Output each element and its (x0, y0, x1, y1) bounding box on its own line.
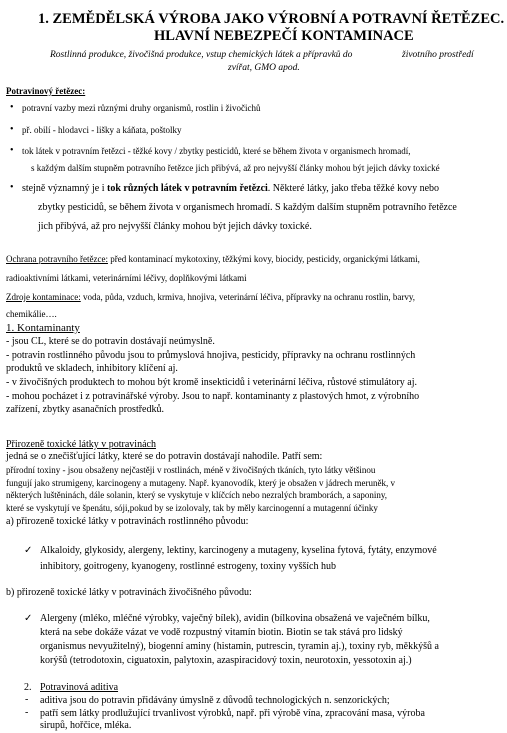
sources-line-1 (6, 293, 415, 302)
contaminants-line-3: produktů ve skladech, inhibitory klíčení aj. (6, 363, 178, 374)
animal-items-line-3: organismus nevyužitelný), biogenní aminy (histamin, putrescin, tyramin aj.), toxiny ryb, měkkýšů a (40, 641, 439, 652)
food-chain-bullet-2: př. obilí - hlodavci - lišky a káňata, poštolky (22, 125, 182, 135)
protection-label: Ochrana potravního řetězce: (6, 254, 108, 264)
subtitle-part-a: Rostlinná produkce, živočišná produkce, vstup chemických látek a přípravků do (50, 50, 353, 60)
protection-line-1 (6, 255, 420, 264)
additives-line-2: patří sem látky prodlužující trvanlivost výrobků, např. při výrobě vína, zpracování masa, výroba (40, 708, 425, 719)
animal-items-line-1: Alergeny (mléko, mléčné výrobky, vaječný bílek), avidin (bílkovina obsažená ve vaječném bílku, (40, 613, 430, 624)
additives-line-1: aditiva jsou do potravin přidávány úmyslně z důvodů technologických n. senzorických; (40, 695, 390, 706)
sources-text-1: voda, půda, vzduch, krmiva, hnojiva, veterinární léčiva, přípravky na ochranu rostlin, barvy, (80, 292, 416, 302)
food-chain-bullet-3-line-2: s každým dalším stupněm potravního řetězce jich přibývá, až pro nejvyšší články mohou být jejich dávky toxické (31, 163, 440, 173)
bullet-4-bold: tok různých látek v potravním řetězci (106, 183, 268, 194)
page-title-line-2: HLAVNÍ NEBEZPEČÍ KONTAMINACE (154, 28, 414, 44)
plant-origin-subheading: a) přirozeně toxické látky v potravinách rostlinného původu: (6, 516, 249, 527)
bullet-icon: • (10, 102, 14, 113)
bullet-icon: • (10, 182, 14, 193)
contaminants-line-6: zařízení, zbytky asanačních prostředků. (6, 404, 164, 415)
natural-toxins-heading: Přirozeně toxické látky v potravinách (6, 439, 156, 450)
additives-heading: Potravinová aditiva (40, 682, 119, 693)
contaminants-line-2: - potravin rostlinného původu jsou to průmyslová hnojiva, pesticidy, přípravky na ochranu rostlinných (6, 350, 416, 361)
check-icon: ✓ (24, 545, 33, 556)
protection-line-2: radioaktivními látkami, veterinárními léčivy, doplňkovými látkami (6, 273, 247, 283)
protection-text-1: před kontaminací mykotoxiny, těžkými kovy, biocidy, pesticidy, organickými látkami, (107, 254, 420, 264)
contaminants-line-5: - mohou pocházet i z potravinářské výroby. Jsou to např. kontaminanty z plastových hmot, z výrobního (6, 391, 420, 402)
natural-toxins-line-1: jedná se o znečišťující látky, které se do potravin dostávají nahodile. Patří sem: (6, 451, 323, 462)
food-chain-bullet-1: potravní vazby mezi různými druhy organismů, rostlin i živočichů (22, 103, 261, 113)
animal-items-line-4: korýšů (tetrodotoxin, ciguatoxin, palytoxin, azaspiracidový toxin, neurotoxin, yessotoxin aj.) (40, 655, 412, 666)
plant-items-line-1: Alkaloidy, glykosidy, alergeny, lektiny, karcinogeny a mutageny, kyselina fytová, fytáty, enzymové (40, 545, 437, 556)
sources-line-2: chemikálie…. (6, 309, 57, 319)
food-chain-bullet-3-line-1: tok látek v potravním řetězci - těžké kovy / zbytky pesticidů, které se během života v organismech hromadí, (22, 146, 411, 156)
subtitle-part-c: zvířat, GMO apod. (228, 63, 300, 73)
food-chain-bullet-4-line-1 (22, 184, 439, 194)
food-chain-heading: Potravinový řetězec: (6, 86, 86, 96)
food-chain-bullet-4-line-3: jich přibývá, až pro nejvyšší články mohou být jejich dávky toxické. (38, 221, 312, 232)
food-chain-bullet-4-line-2: zbytky pesticidů, se během života v organismech hromadí. S každým dalším stupněm potravního řetězce (38, 202, 457, 213)
animal-origin-subheading: b) přirozeně toxické látky v potravinách živočišného původu: (6, 587, 252, 598)
bullet-icon: • (10, 145, 14, 156)
contaminants-line-4: - v živočišných produktech to mohou být kromě insekticidů i veterinární léčiva, růstové stimulátory aj. (6, 377, 418, 388)
natural-toxins-line-4: některých luštěninách, dále solanin, který se vyskytuje v klíčcích nebo nezralých bramborách, a saponiny, (6, 490, 388, 500)
additives-line-3: sirupů, hořčice, mléka. (40, 720, 132, 731)
natural-toxins-line-3: fungují jako strumigeny, karcinogeny a mutageny. Např. kyanovodík, který je obsažen v jádrech meruněk, v (6, 478, 395, 488)
sources-label: Zdroje kontaminace: (6, 292, 81, 302)
plant-items-line-2: inhibitory, goitrogeny, kyanogeny, rostlinné estrogeny, toxiny vyšších hub (40, 561, 336, 572)
page-title-line-1: 1. ZEMĚDĚLSKÁ VÝROBA JAKO VÝROBNÍ A POTRAVNÍ ŘETĚZEC. (38, 11, 505, 27)
contaminants-heading: 1. Kontaminanty (6, 322, 80, 334)
natural-toxins-line-5: které se vyskytují ve špenátu, sóji,pokud by se izolovaly, tak by měly karcinogenní a mutagenní účinky (6, 503, 378, 513)
dash-icon: - (25, 707, 29, 718)
additives-heading-number: 2. (24, 682, 32, 693)
dash-icon: - (25, 694, 29, 705)
natural-toxins-line-2: přírodní toxiny - jsou obsaženy nejčastěji v rostlinách, méně v živočišných tkáních, tyto látky většinou (6, 465, 376, 475)
bullet-4-rest: . Některé látky, jako třeba těžké kovy nebo (267, 183, 440, 194)
bullet-4-prefix: stejně významný je i (22, 183, 107, 194)
subtitle-part-b: životního prostředí (402, 50, 474, 60)
bullet-icon: • (10, 124, 14, 135)
contaminants-line-1: - jsou CL, které se do potravin dostávají neúmyslně. (6, 336, 215, 347)
check-icon: ✓ (24, 613, 33, 624)
animal-items-line-2: která na sebe dokáže vázat ve vodě rozpustný vitamín biotin. Biotin se tak stává pro lidský (40, 627, 403, 638)
